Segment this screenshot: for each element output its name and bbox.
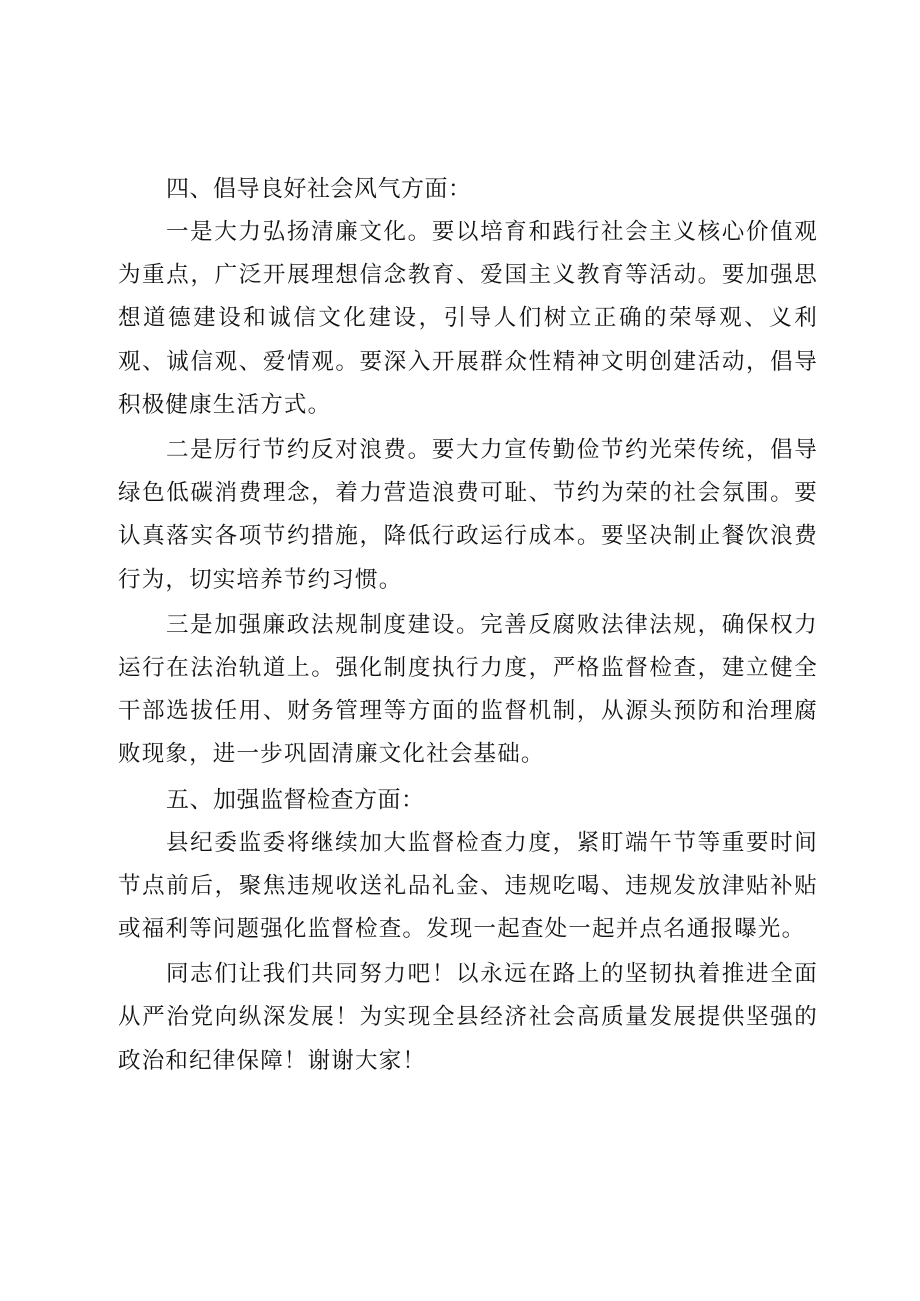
document-body xyxy=(118,168,818,1085)
section-five-heading: 五、加强监督检查方面： xyxy=(166,786,425,813)
section-four-paragraph-one: 一是大力弘扬清廉文化。要以培育和践行社会主义核心价值观为重点，广泛开展理想信念教育、爱国主义教育等活动。要加强思想道德建设和诚信文化建设，引导人们树立正确的荣辱观、义利观、诚信观、爱情观。要深入开展群众性精神文明创建活动，倡导积极健康生活方式。 xyxy=(118,219,818,418)
section-four-heading: 四、倡导良好社会风气方面： xyxy=(166,176,472,202)
section-four-paragraph-two: 二是厉行节约反对浪费。要大力宣传勤俭节约光荣传统，倡导绿色低碳消费理念，着力营造浪费可耻、节约为荣的社会氛围。要认真落实各项节约措施，降低行政运行成本。要坚决制止餐饮浪费行为，切实培养节约习惯。 xyxy=(118,437,818,593)
closing-paragraph: 同志们让我们共同努力吧！以永远在路上的坚韧执着推进全面从严治党向纵深发展！为实现全县经济社会高质量发展提供坚强的政治和纪律保障！谢谢大家！ xyxy=(118,961,818,1074)
section-four-paragraph-three: 三是加强廉政法规制度建设。完善反腐败法律法规，确保权力运行在法治轨道上。强化制度执行力度，严格监督检查，建立健全干部选拔任用、财务管理等方面的监督机制，从源头预防和治理腐败现象，进一步巩固清廉文化社会基础。 xyxy=(118,611,818,768)
section-five-paragraph-one: 县纪委监委将继续加大监督检查力度，紧盯端午节等重要时间节点前后，聚焦违规收送礼品礼金、违规吃喝、违规发放津贴补贴或福利等问题强化监督检查。发现一起查处一起并点名通报曝光。 xyxy=(118,829,818,943)
